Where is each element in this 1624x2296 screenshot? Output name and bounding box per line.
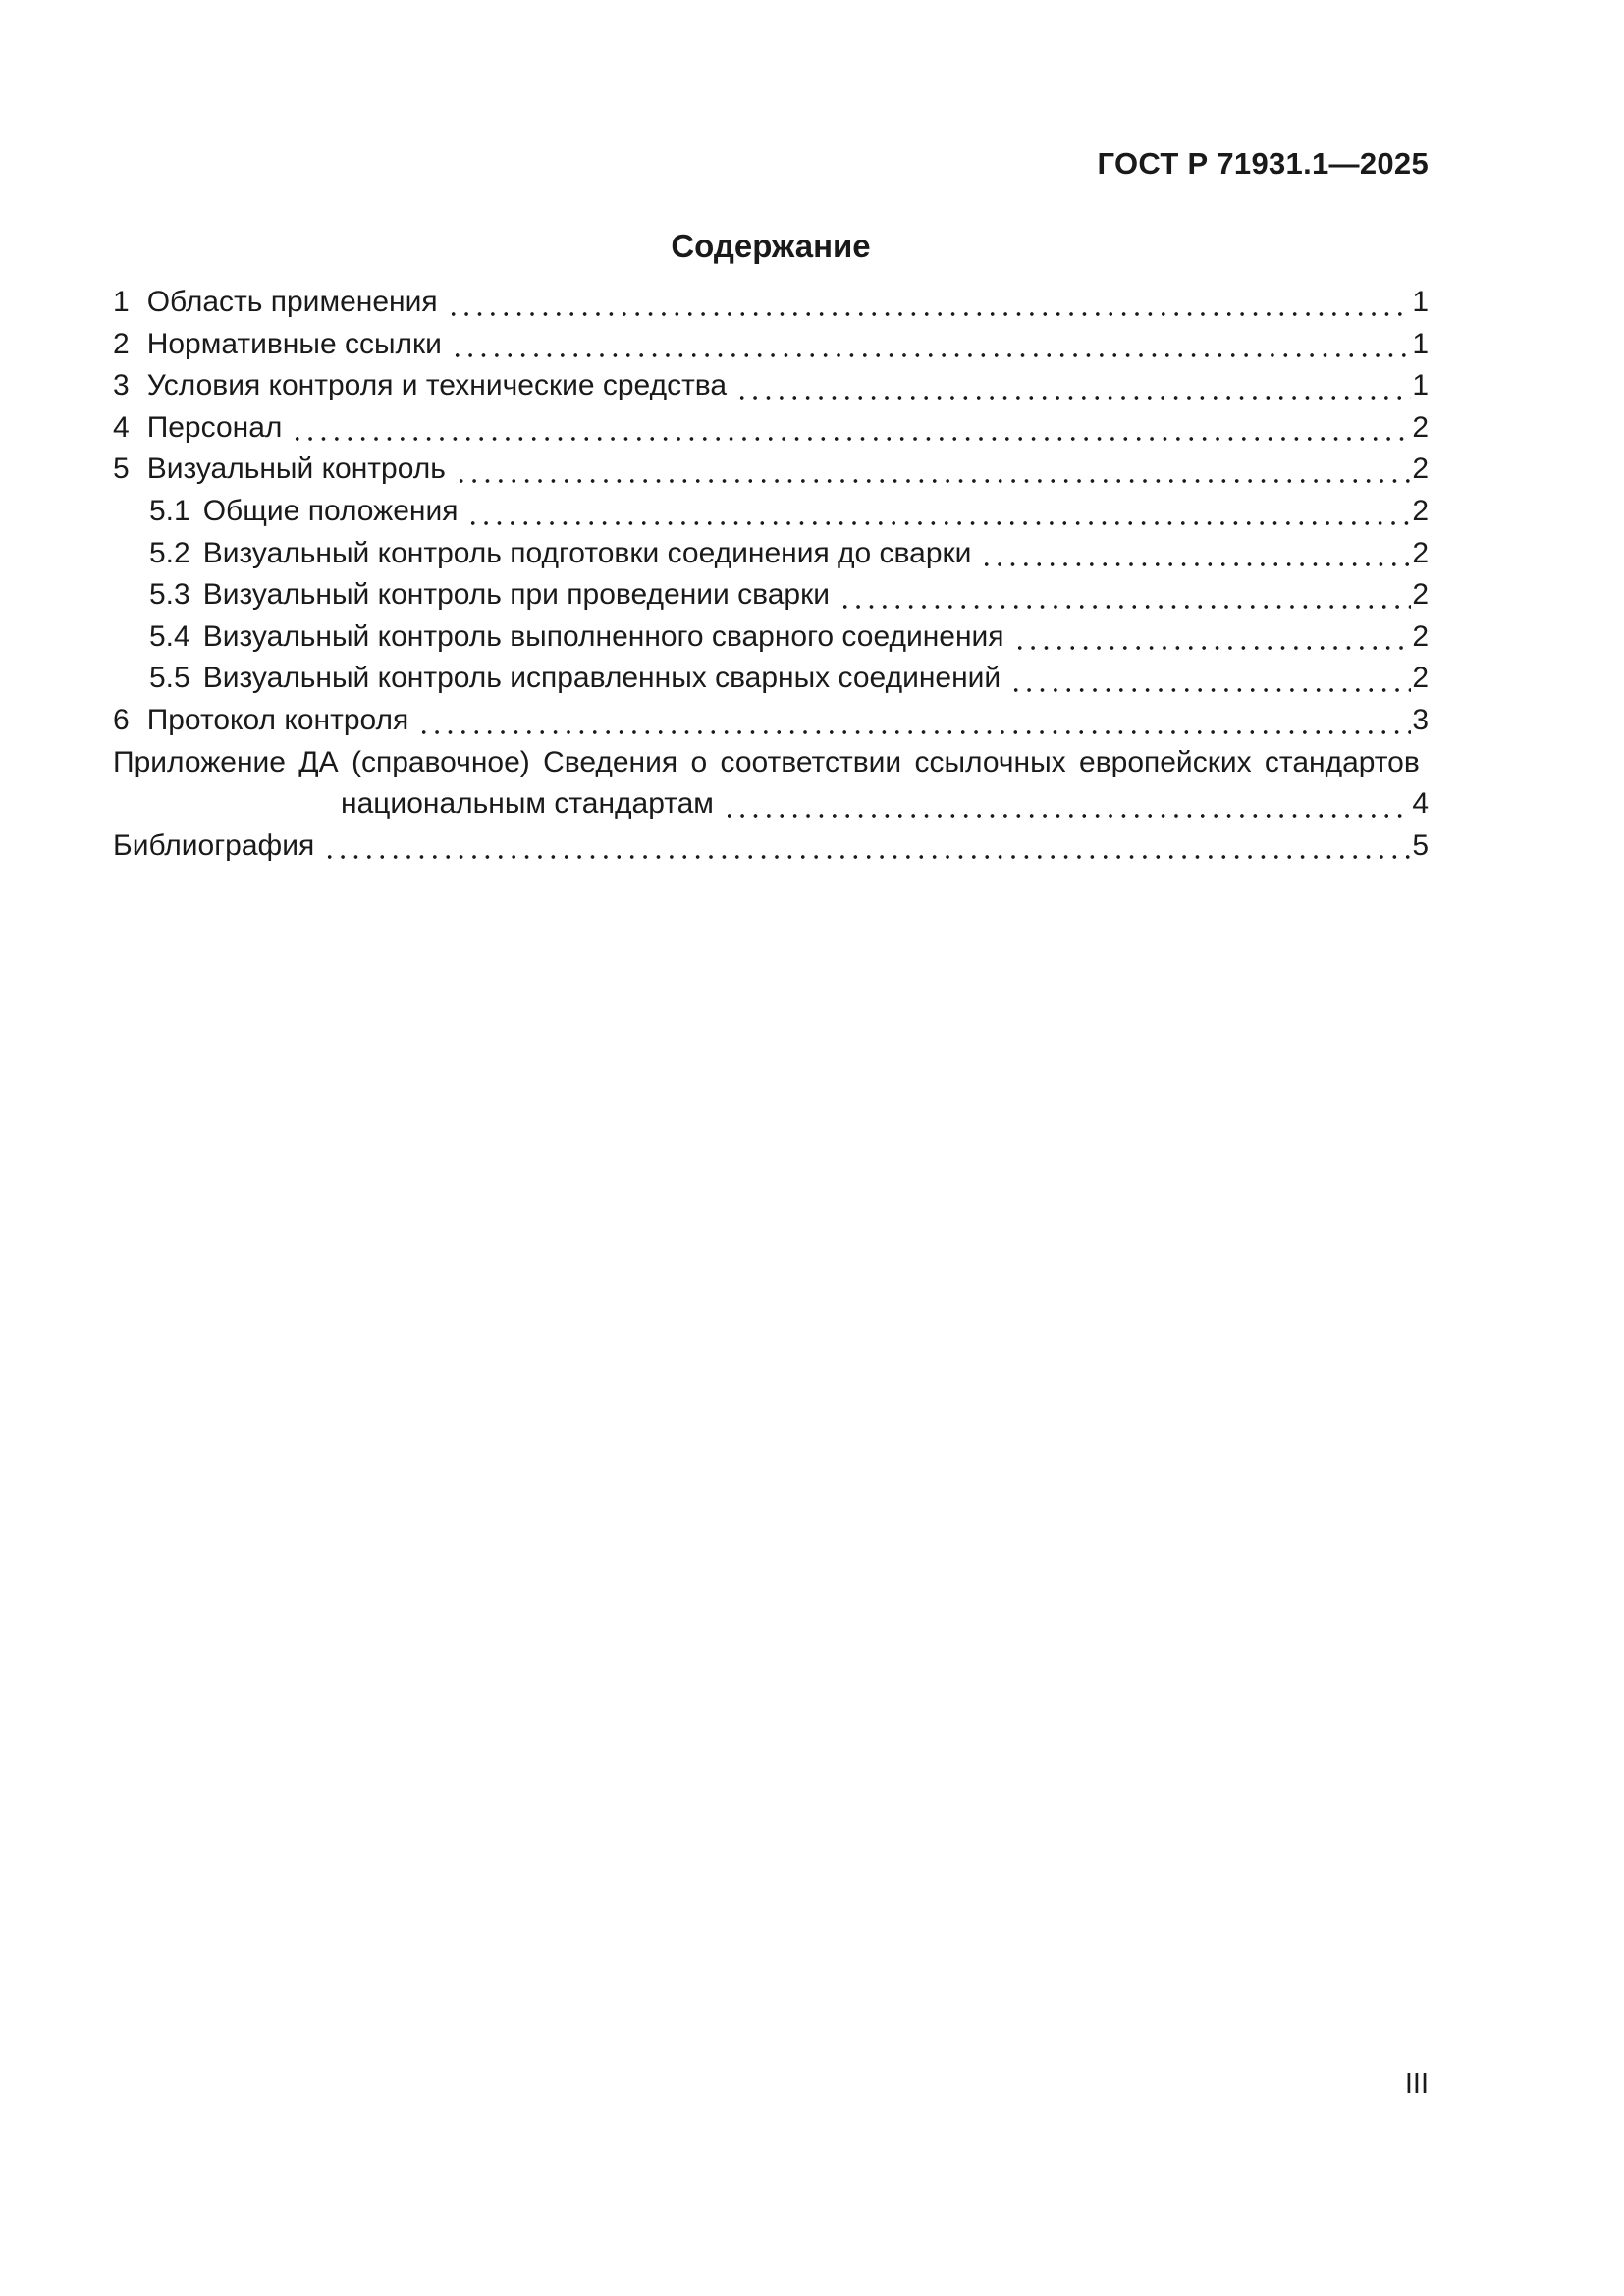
dot-leader [732, 365, 1411, 407]
toc-row [113, 282, 1429, 324]
toc-row [113, 491, 1429, 533]
dot-leader [414, 700, 1411, 742]
toc-entry-page: 2 [1412, 578, 1429, 612]
toc-entry-page: 2 [1412, 494, 1429, 527]
dot-leader [836, 574, 1411, 616]
toc-entry-title: Приложение ДА (справочное) Сведения о соответствии ссылочных европейских стандартов [113, 745, 1420, 778]
toc-entry-title: Визуальный контроль подготовки соединения до сварки [202, 536, 972, 569]
toc-entry-number: 5 [113, 453, 130, 486]
toc-entry-title: Персонал [146, 410, 283, 444]
toc-entry-number: 1 [113, 286, 130, 318]
toc-entry-page: 5 [1412, 828, 1429, 862]
toc-entry-title: Условия контроля и технические средства [146, 369, 728, 402]
toc-row [113, 616, 1429, 659]
toc-entry-title: Библиография [113, 828, 315, 862]
toc-entry-number: 5.4 [149, 619, 190, 653]
toc-entry-title: Общие положения [202, 494, 459, 527]
toc-entry-number: 6 [113, 703, 130, 736]
page-title: Содержание [671, 228, 871, 264]
dot-leader [288, 407, 1411, 450]
toc-entry-title: Визуальный контроль [146, 453, 446, 486]
page-number: III [1404, 2068, 1429, 2100]
toc-entry-page: 3 [1412, 703, 1429, 736]
toc-entry-title: Визуальный контроль исправленных сварных соединений [202, 662, 1001, 695]
dot-leader [452, 449, 1411, 491]
toc-entry-page: 2 [1412, 410, 1429, 444]
toc-entry-number: 3 [113, 369, 130, 402]
toc-entry-number: 5.5 [149, 662, 190, 695]
dot-leader [1006, 658, 1411, 700]
table-of-contents [113, 282, 1429, 867]
toc-entry-page: 2 [1412, 619, 1429, 653]
dot-leader [977, 533, 1411, 575]
toc-entry-number: 4 [113, 410, 130, 444]
toc-entry-number: 5.3 [149, 578, 190, 612]
toc-row [113, 449, 1429, 491]
toc-row [113, 742, 1429, 784]
toc-row-continuation [113, 783, 1429, 826]
toc-row [113, 533, 1429, 575]
toc-entry-page: 2 [1412, 453, 1429, 486]
toc-entry-page: 1 [1412, 327, 1429, 360]
toc-entry-title-continuation: национальным стандартам [341, 787, 714, 821]
toc-entry-number: 2 [113, 327, 130, 360]
toc-entry-title: Визуальный контроль при проведении сварки [202, 578, 830, 612]
toc-entry-title: Нормативные ссылки [146, 327, 442, 360]
document-code: ГОСТ Р 71931.1—2025 [1097, 146, 1429, 181]
dot-leader [444, 282, 1412, 324]
dot-leader [320, 826, 1411, 868]
toc-row [113, 700, 1429, 742]
dot-leader [463, 491, 1411, 533]
toc-entry-number: 5.1 [149, 494, 190, 527]
toc-row [113, 658, 1429, 700]
toc-entry-page: 2 [1412, 662, 1429, 695]
toc-row [113, 574, 1429, 616]
toc-entry-page: 1 [1412, 369, 1429, 402]
toc-entry-title: Визуальный контроль выполненного сварного соединения [202, 619, 1004, 653]
toc-entry-number: 5.2 [149, 536, 190, 569]
dot-leader [720, 783, 1411, 826]
toc-row [113, 826, 1429, 868]
toc-entry-page: 2 [1412, 536, 1429, 569]
toc-row [113, 365, 1429, 407]
toc-entry-page: 4 [1412, 787, 1429, 821]
toc-row [113, 407, 1429, 450]
toc-entry-title: Протокол контроля [146, 703, 409, 736]
toc-row [113, 324, 1429, 366]
dot-leader [1010, 616, 1412, 659]
dot-leader [448, 324, 1411, 366]
toc-entry-page: 1 [1412, 286, 1429, 318]
toc-entry-title: Область применения [146, 286, 438, 318]
